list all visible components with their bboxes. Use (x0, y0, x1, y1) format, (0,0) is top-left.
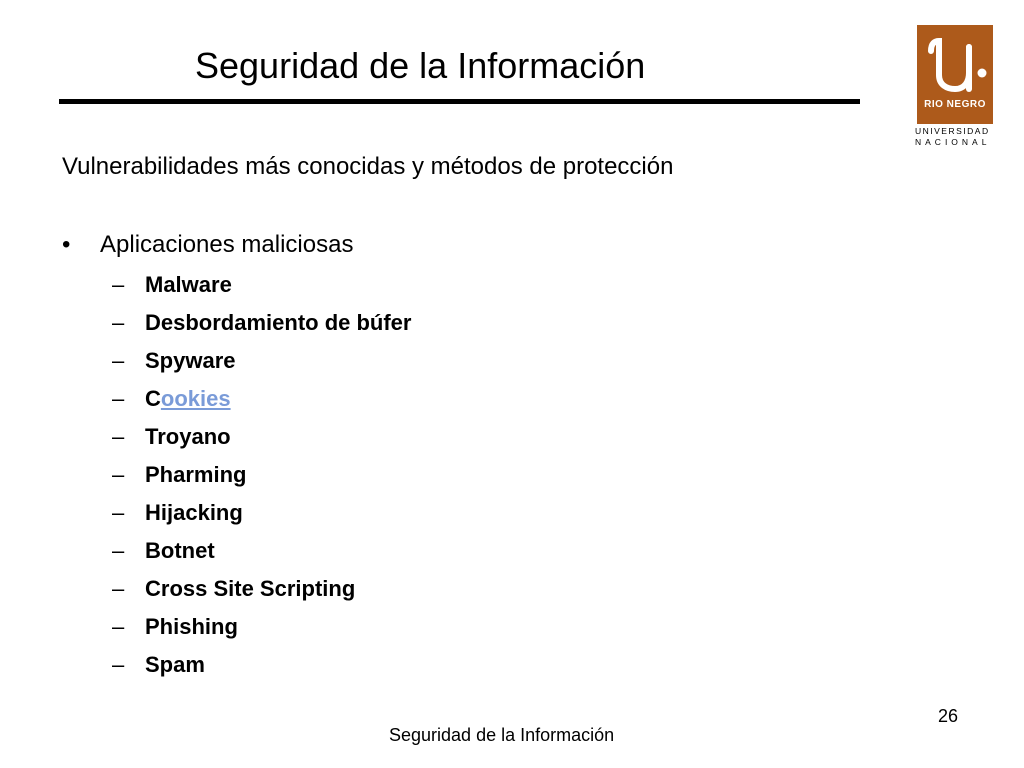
logo-u-mark-icon (917, 27, 993, 97)
dash-icon: – (112, 462, 125, 487)
dash-icon: – (112, 386, 125, 411)
footer-text: Seguridad de la Información (389, 725, 615, 745)
dash-icon: – (112, 538, 125, 563)
university-logo (915, 25, 993, 153)
page-number: 26 (938, 706, 959, 726)
logo-nacional: NACIONAL (915, 137, 991, 147)
sub-item-text: Pharming (145, 462, 247, 487)
sub-item-text: Cross Site Scripting (145, 576, 356, 601)
dash-icon: – (112, 424, 125, 449)
dash-icon: – (112, 500, 125, 525)
logo-universidad: UNIVERSIDAD (915, 126, 990, 136)
bullet-icon: • (62, 231, 71, 258)
sub-item-text: Troyano (145, 424, 231, 449)
sub-item-text: Hijacking (145, 500, 243, 525)
logo-rio-negro: RIO NEGRO (924, 99, 986, 110)
sub-item-text: Desbordamiento de búfer (145, 310, 412, 335)
cookies-link[interactable]: ookies (160, 386, 231, 411)
sub-item-text: Phishing (145, 614, 238, 639)
sub-item-text: Malware (145, 272, 232, 297)
sub-item-text: Botnet (145, 538, 215, 563)
dash-icon: – (112, 310, 125, 335)
dash-icon: – (112, 348, 125, 373)
slide-title: Seguridad de la Información (195, 45, 646, 86)
dash-icon: – (112, 652, 125, 677)
dash-icon: – (112, 576, 125, 601)
cookies-prefix: C (145, 386, 161, 411)
slide-subtitle: Vulnerabilidades más conocidas y métodos de protección (62, 153, 674, 180)
bullet-text: Aplicaciones maliciosas (100, 231, 354, 258)
dash-icon: – (112, 614, 125, 639)
dash-icon: – (112, 272, 125, 297)
title-rule (59, 99, 860, 104)
sub-item-text (145, 381, 231, 417)
logo-universidad-nacional (915, 126, 995, 148)
logo-box (917, 25, 993, 124)
sub-item-text: Spam (145, 652, 205, 677)
sub-item-text: Spyware (145, 348, 236, 373)
